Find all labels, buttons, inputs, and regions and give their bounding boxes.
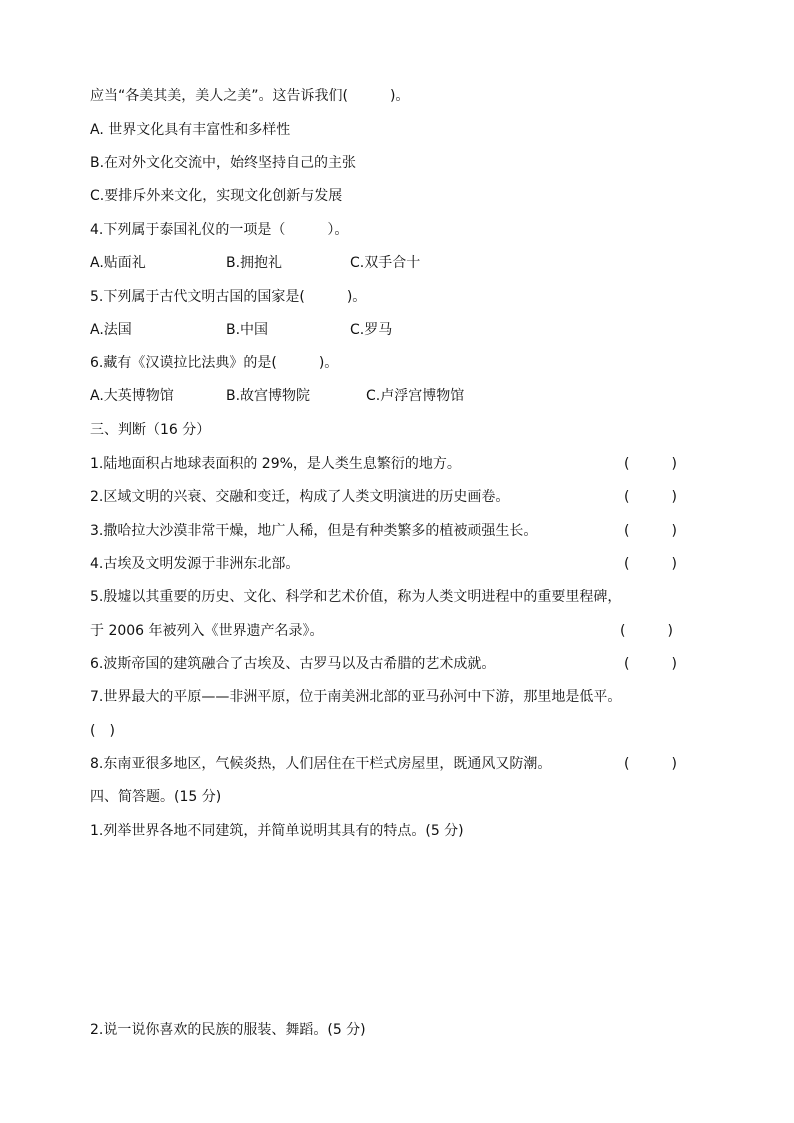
q4-option-c: C.双手合十 bbox=[350, 255, 421, 271]
judge-item-5-line1: 5.殷墟以其重要的历史、文化、科学和艺术价值，称为人类文明进程中的重要里程碑， bbox=[90, 589, 622, 605]
judge-item-1: 1.陆地面积占地球表面积的 29%，是人类生息繁衍的地方。 bbox=[90, 456, 461, 472]
judge-paren-6: ( ) bbox=[624, 656, 677, 672]
judge-paren-3: ( ) bbox=[624, 523, 677, 539]
judge-paren-2: ( ) bbox=[624, 489, 677, 505]
short-answer-q2: 2.说一说你喜欢的民族的服装、舞蹈。(5 分) bbox=[90, 1022, 366, 1038]
q4-option-a: A.贴面礼 bbox=[90, 255, 146, 271]
q6-option-c: C.卢浮宫博物馆 bbox=[366, 388, 465, 404]
judge-paren-4: ( ) bbox=[624, 556, 677, 572]
judge-item-7: 7.世界最大的平原——非洲平原，位于南美洲北部的亚马孙河中下游，那里地是低平。 bbox=[90, 689, 622, 705]
q6-option-b: B.故宫博物院 bbox=[226, 388, 311, 404]
q3-option-a: A. 世界文化具有丰富性和多样性 bbox=[90, 122, 291, 138]
q3-option-c: C.要排斥外来文化，实现文化创新与发展 bbox=[90, 188, 343, 204]
q4-option-b: B.拥抱礼 bbox=[226, 255, 283, 271]
judge-paren-1: ( ) bbox=[624, 456, 677, 472]
q6-stem: 6.藏有《汉谟拉比法典》的是( )。 bbox=[90, 355, 339, 371]
judge-paren-8: ( ) bbox=[624, 756, 677, 772]
judge-item-4: 4.古埃及文明发源于非洲东北部。 bbox=[90, 556, 300, 572]
judge-item-5-line2: 于 2006 年被列入《世界遗产名录》。 bbox=[90, 623, 324, 639]
q5-stem: 5.下列属于古代文明古国的国家是( )。 bbox=[90, 289, 367, 305]
judge-paren-7: ( ) bbox=[90, 723, 115, 739]
judge-item-2: 2.区域文明的兴衰、交融和变迁，构成了人类文明演进的历史画卷。 bbox=[90, 489, 510, 505]
short-answer-q1: 1.列举世界各地不同建筑，并简单说明其具有的特点。(5 分) bbox=[90, 823, 464, 839]
q6-option-a: A.大英博物馆 bbox=[90, 388, 174, 404]
judge-paren-5: ( ) bbox=[620, 623, 673, 639]
section3-heading: 三、判断（16 分） bbox=[90, 422, 211, 438]
q4-stem: 4.下列属于泰国礼仪的一项是（ ）。 bbox=[90, 222, 349, 238]
q5-option-c: C.罗马 bbox=[350, 322, 393, 338]
q5-option-b: B.中国 bbox=[226, 322, 269, 338]
q3-stem-tail: 应当“各美其美，美人之美”。这告诉我们( )。 bbox=[90, 88, 410, 104]
q5-option-a: A.法国 bbox=[90, 322, 132, 338]
section4-heading: 四、简答题。(15 分) bbox=[90, 789, 222, 805]
judge-item-6: 6.波斯帝国的建筑融合了古埃及、古罗马以及古希腊的艺术成就。 bbox=[90, 656, 496, 672]
judge-item-3: 3.撒哈拉大沙漠非常干燥，地广人稀，但是有种类繁多的植被顽强生长。 bbox=[90, 523, 538, 539]
judge-item-8: 8.东南亚很多地区，气候炎热，人们居住在干栏式房屋里，既通风又防潮。 bbox=[90, 756, 552, 772]
q3-option-b: B.在对外文化交流中，始终坚持自己的主张 bbox=[90, 155, 357, 171]
